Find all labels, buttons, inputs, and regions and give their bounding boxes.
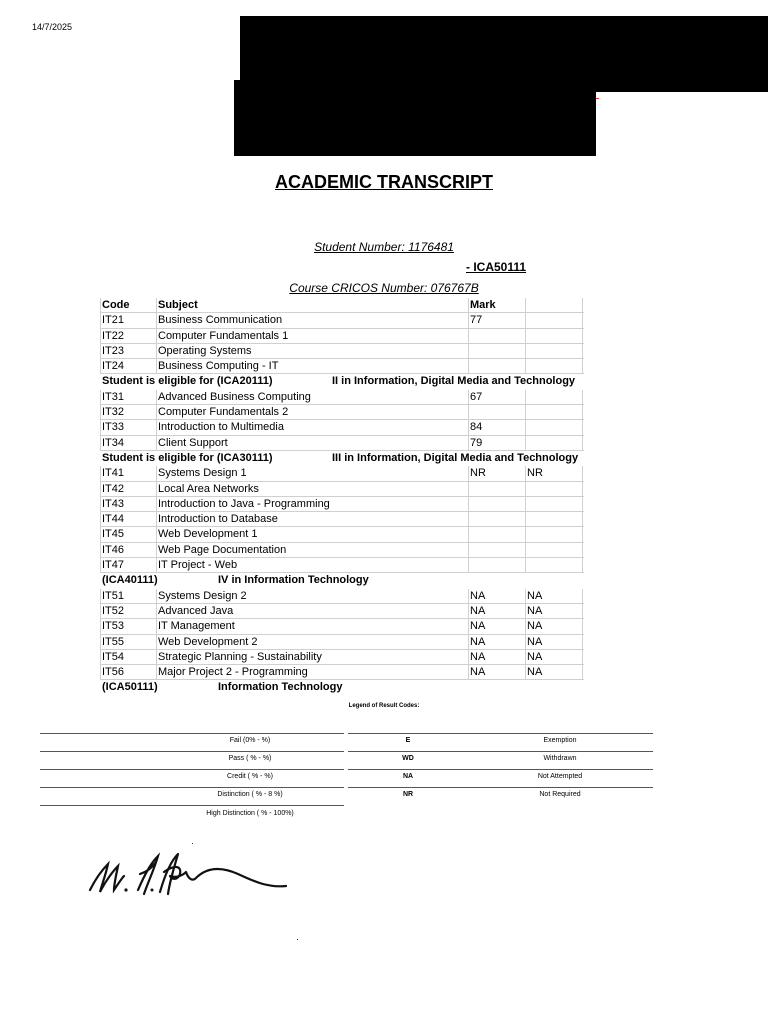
cell-border [156, 589, 157, 603]
table-row [100, 436, 584, 451]
cell-border [582, 329, 583, 343]
header-code: Code [102, 299, 130, 311]
cell-border [468, 604, 469, 618]
cell-border [525, 497, 526, 511]
row-mark: NA [470, 635, 486, 648]
legend-divider [348, 751, 653, 752]
cell-border [525, 665, 526, 679]
row-mark: 67 [470, 390, 483, 403]
student-number: Student Number: 1176481 [314, 240, 454, 254]
cell-border [582, 512, 583, 526]
cell-border [582, 543, 583, 557]
qualification-name: III in Information, Digital Media and Technology [332, 451, 579, 464]
row-mark: NA [470, 650, 486, 663]
cell-border [156, 558, 157, 572]
cell-border [582, 390, 583, 404]
cell-border [582, 359, 583, 373]
cell-border [525, 436, 526, 450]
row-code: IT34 [102, 436, 125, 449]
cricos-number: Course CRICOS Number: 076767B [289, 281, 479, 295]
cell-border [468, 635, 469, 649]
legend-code: WD [402, 755, 414, 762]
row-code: IT42 [102, 482, 125, 495]
cell-border [525, 313, 526, 327]
cell-border [582, 344, 583, 358]
cell-border [468, 589, 469, 603]
legend-divider [40, 751, 344, 752]
cell-border [525, 635, 526, 649]
row-code: IT22 [102, 329, 125, 342]
cell-border [468, 466, 469, 480]
cell-border [582, 420, 583, 434]
row-code: IT32 [102, 406, 125, 419]
row-grade: NA [527, 620, 543, 633]
row-mark: 77 [470, 314, 483, 327]
table-row [100, 420, 584, 435]
table-row [100, 635, 584, 650]
row-subject: Web Page Documentation [158, 543, 287, 556]
cell-border [582, 466, 583, 480]
eligibility-row [100, 573, 584, 588]
legend-code: NA [402, 773, 414, 780]
row-mark: NA [470, 620, 486, 633]
row-code: IT24 [102, 360, 125, 373]
cell-border [525, 359, 526, 373]
cell-border [582, 436, 583, 450]
table-row [100, 344, 584, 359]
cell-border [468, 329, 469, 343]
row-code: IT41 [102, 467, 125, 480]
cell-border [525, 390, 526, 404]
qualification-name: IV in Information Technology [218, 574, 369, 587]
cell-border [156, 436, 157, 450]
results-table [100, 298, 584, 696]
cell-border [156, 604, 157, 618]
row-code: IT55 [102, 635, 125, 648]
legend-grade: High Distinction ( % - 100%) [206, 810, 294, 817]
cell-border [468, 405, 469, 419]
scan-speck [192, 843, 193, 844]
row-subject: Systems Design 1 [158, 467, 247, 480]
cell-border [468, 543, 469, 557]
qualification-name: Information Technology [218, 681, 343, 694]
cell-border [156, 527, 157, 541]
table-row [100, 512, 584, 527]
cell-border [156, 298, 157, 312]
eligibility-label: Student is eligible for (ICA30111) [102, 451, 273, 464]
table-row [100, 650, 584, 665]
cell-border [156, 635, 157, 649]
row-code: IT21 [102, 314, 125, 327]
eligibility-row [100, 451, 584, 466]
table-row [100, 543, 584, 558]
cell-border [525, 512, 526, 526]
table-row [100, 558, 584, 573]
row-subject: Major Project 2 - Programming [158, 666, 308, 679]
row-grade: NA [527, 635, 543, 648]
row-subject: Business Communication [158, 314, 283, 327]
cell-border [468, 665, 469, 679]
row-subject: Introduction to Database [158, 513, 278, 526]
cell-border [156, 359, 157, 373]
row-subject: Web Development 2 [158, 635, 258, 648]
cell-border [525, 329, 526, 343]
row-code: IT23 [102, 344, 125, 357]
row-code: IT52 [102, 604, 125, 617]
row-subject: Introduction to Java - Programming [158, 497, 330, 510]
cell-border [468, 497, 469, 511]
row-code: IT54 [102, 650, 125, 663]
cell-border [582, 665, 583, 679]
cell-border [468, 436, 469, 450]
row-code: IT56 [102, 666, 125, 679]
row-subject: Operating Systems [158, 344, 252, 357]
cell-border [156, 405, 157, 419]
table-row [100, 497, 584, 512]
document-title: ACADEMIC TRANSCRIPT [275, 172, 493, 192]
legend-title: Legend of Result Codes: [348, 703, 420, 709]
cell-border [156, 344, 157, 358]
row-subject: Client Support [158, 436, 228, 449]
eligibility-row [100, 374, 584, 389]
handwritten-signature [88, 848, 298, 900]
row-code: IT44 [102, 513, 125, 526]
red-mark [596, 98, 599, 99]
table-header-row [100, 298, 584, 313]
row-grade: NA [527, 589, 543, 602]
row-mark: 79 [470, 436, 483, 449]
table-row [100, 466, 584, 481]
table-row [100, 589, 584, 604]
cell-border [525, 420, 526, 434]
legend-divider [348, 733, 653, 734]
row-subject: Strategic Planning - Sustainability [158, 650, 322, 663]
cell-border [468, 482, 469, 496]
row-subject: Business Computing - IT [158, 360, 279, 373]
row-mark: NA [470, 604, 486, 617]
row-subject: Computer Fundamentals 2 [158, 406, 289, 419]
cell-border [468, 512, 469, 526]
cell-border [525, 558, 526, 572]
cell-border [525, 405, 526, 419]
cell-border [468, 359, 469, 373]
table-row [100, 665, 584, 680]
cell-border [582, 635, 583, 649]
table-row [100, 619, 584, 634]
row-subject: Computer Fundamentals 1 [158, 329, 289, 342]
cell-border [156, 665, 157, 679]
table-row [100, 405, 584, 420]
legend-grade: Distinction ( % - 8 %) [217, 791, 283, 798]
row-subject: IT Management [158, 620, 235, 633]
cell-border [582, 589, 583, 603]
cell-border [468, 344, 469, 358]
legend-meaning: Not Attempted [537, 773, 583, 780]
row-subject: Local Area Networks [158, 482, 259, 495]
row-mark: NA [470, 589, 486, 602]
cell-border [582, 298, 583, 312]
row-grade: NA [527, 650, 543, 663]
course-code: - ICA50111 [466, 260, 527, 274]
legend-meaning: Exemption [543, 737, 577, 744]
cell-border [468, 420, 469, 434]
row-grade: NA [527, 666, 543, 679]
cell-border [156, 420, 157, 434]
cell-border [156, 482, 157, 496]
cell-border [582, 604, 583, 618]
row-mark: NR [470, 467, 486, 480]
cell-border [582, 619, 583, 633]
cell-border [582, 482, 583, 496]
row-subject: Systems Design 2 [158, 589, 247, 602]
cell-border [156, 619, 157, 633]
cell-border [582, 405, 583, 419]
table-row [100, 604, 584, 619]
legend-divider [348, 769, 653, 770]
cell-border [582, 558, 583, 572]
legend-meaning: Not Required [539, 791, 581, 798]
scan-speck [297, 939, 298, 940]
cell-border [468, 390, 469, 404]
redaction-block [234, 80, 596, 156]
cell-border [582, 313, 583, 327]
cell-border [525, 482, 526, 496]
cell-border [525, 619, 526, 633]
cell-border [156, 390, 157, 404]
cell-border [582, 650, 583, 664]
row-code: IT43 [102, 497, 125, 510]
cell-border [468, 298, 469, 312]
row-code: IT33 [102, 421, 125, 434]
row-subject: Advanced Java [158, 604, 234, 617]
cell-border [582, 497, 583, 511]
table-row [100, 329, 584, 344]
cell-border [525, 344, 526, 358]
row-subject: Introduction to Multimedia [158, 421, 284, 434]
legend-divider [40, 769, 344, 770]
table-row [100, 527, 584, 542]
cell-border [156, 512, 157, 526]
header-subject: Subject [158, 299, 198, 311]
row-code: IT31 [102, 390, 125, 403]
cell-border [525, 604, 526, 618]
row-code: IT53 [102, 620, 125, 633]
cell-border [156, 543, 157, 557]
row-mark: NA [470, 666, 486, 679]
row-code: IT47 [102, 559, 125, 572]
legend-divider [348, 787, 653, 788]
legend-divider [40, 787, 344, 788]
qualification-name: II in Information, Digital Media and Technology [332, 375, 576, 388]
legend-divider [40, 733, 344, 734]
cell-border [582, 527, 583, 541]
table-row [100, 482, 584, 497]
cell-border [525, 466, 526, 480]
eligibility-label: (ICA40111) [102, 574, 158, 587]
cell-border [468, 313, 469, 327]
row-subject: IT Project - Web [158, 559, 238, 572]
cell-border [156, 650, 157, 664]
row-grade: NR [527, 467, 543, 480]
legend-code: NR [402, 791, 414, 798]
cell-border [468, 650, 469, 664]
table-row [100, 390, 584, 405]
row-code: IT51 [102, 589, 125, 602]
legend-meaning: Withdrawn [543, 755, 577, 762]
cell-border [156, 466, 157, 480]
eligibility-label: (ICA50111) [102, 681, 158, 694]
cell-border [468, 619, 469, 633]
row-code: IT46 [102, 543, 125, 556]
cell-border [156, 329, 157, 343]
cell-border [525, 589, 526, 603]
header-mark: Mark [470, 299, 496, 311]
legend-grade: Fail (0% - %) [229, 737, 271, 744]
table-row [100, 313, 584, 328]
eligibility-label: Student is eligible for (ICA20111) [102, 375, 273, 388]
cell-border [156, 497, 157, 511]
table-row [100, 359, 584, 374]
cell-border [525, 298, 526, 312]
row-code: IT45 [102, 528, 125, 541]
row-mark: 84 [470, 421, 483, 434]
cell-border [525, 527, 526, 541]
cell-border [525, 543, 526, 557]
cell-border [156, 313, 157, 327]
cell-border [525, 650, 526, 664]
eligibility-row [100, 680, 584, 695]
row-grade: NA [527, 604, 543, 617]
legend-divider [40, 805, 344, 806]
row-subject: Advanced Business Computing [158, 390, 311, 403]
print-date: 14/7/2025 [32, 22, 73, 32]
legend-grade: Credit ( % - %) [227, 773, 273, 780]
legend-code: E [405, 737, 411, 744]
row-subject: Web Development 1 [158, 528, 258, 541]
legend-grade: Pass ( % - %) [228, 755, 272, 762]
cell-border [468, 527, 469, 541]
cell-border [468, 558, 469, 572]
